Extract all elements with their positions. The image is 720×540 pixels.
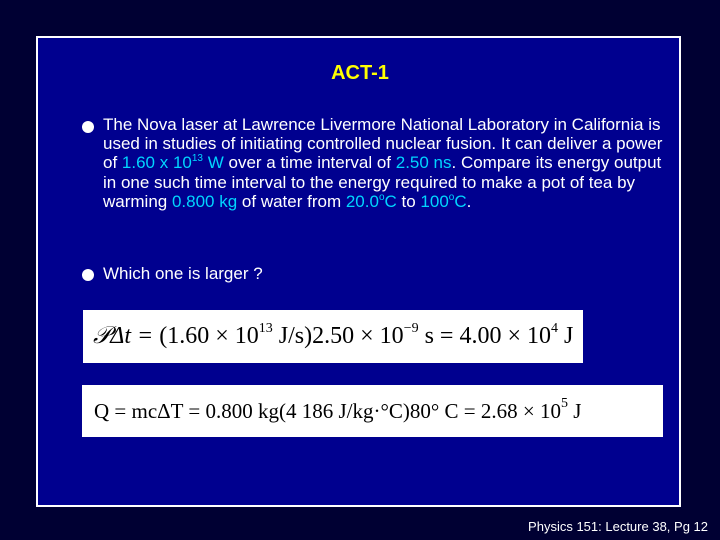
equation-heat-water [82, 385, 663, 437]
equation-1-factor2: 2.50 × 10 [312, 323, 404, 349]
equation-1-exp1: 13 [258, 321, 273, 336]
equation-1-lhs: 𝒫Δt = [93, 323, 160, 349]
bullet-0-segment: C [384, 191, 397, 211]
bullet-0-segment: of water from [237, 191, 346, 211]
problem-statement [103, 115, 663, 211]
equation-energy-laser [83, 310, 583, 363]
equation-2-body: Q = mcΔT = 0.800 kg(4 186 J/kg·°C)80° C = 2.68 × 10 [94, 398, 561, 423]
bullet-0-segment: . [466, 191, 472, 211]
equation-1-text [93, 323, 573, 350]
bullet-icon [82, 269, 94, 281]
equation-1-unit1: J/s) [272, 323, 313, 349]
question-text [103, 264, 663, 283]
equation-2-text [94, 395, 582, 424]
equation-1-unit3: J [558, 323, 574, 349]
bullet-0-segment: 0.800 kg [171, 191, 238, 211]
slide-footer: Physics 151: Lecture 38, Pg 12 [528, 519, 708, 534]
bullet-0-segment: 13 [191, 153, 203, 165]
bullet-0-segment: over a time interval of [223, 153, 396, 173]
equation-1-exp3: 4 [551, 321, 559, 336]
bullet-icon [82, 121, 94, 133]
bullet-0-segment: The Nova laser at Lawrence Livermore National Laboratory in California is used in studies of initiating controlled nuclear fusion. It can deliver a power of [103, 115, 663, 173]
bullet-0-segment: . Compare its energy output in one such time interval to the energy required to make a pot of tea by warming [103, 153, 662, 211]
bullet-0-segment: o [448, 191, 455, 203]
bullet-0-segment: 1.60 x 10 [121, 153, 192, 173]
equation-1-factor1: (1.60 × 10 [159, 323, 259, 349]
equation-2-unit: J [567, 398, 582, 423]
equation-2-exp: 5 [560, 395, 568, 411]
bullet-0-segment: to [396, 191, 421, 211]
bullet-0-segment: W [202, 153, 224, 173]
bullet-0-segment: 100 [420, 191, 449, 211]
slide-title: ACT-1 [331, 62, 389, 84]
bullet-0-segment: 2.50 ns [395, 153, 452, 173]
equation-1-exp2: −9 [403, 321, 419, 336]
bullet-0-segment: C [454, 191, 467, 211]
bullet-0-segment: o [378, 191, 385, 203]
equation-1-result: s = 4.00 × 10 [418, 323, 552, 349]
bullet-0-segment: 20.0 [345, 191, 379, 211]
bullet-1-segment: Which one is larger ? [103, 264, 263, 283]
